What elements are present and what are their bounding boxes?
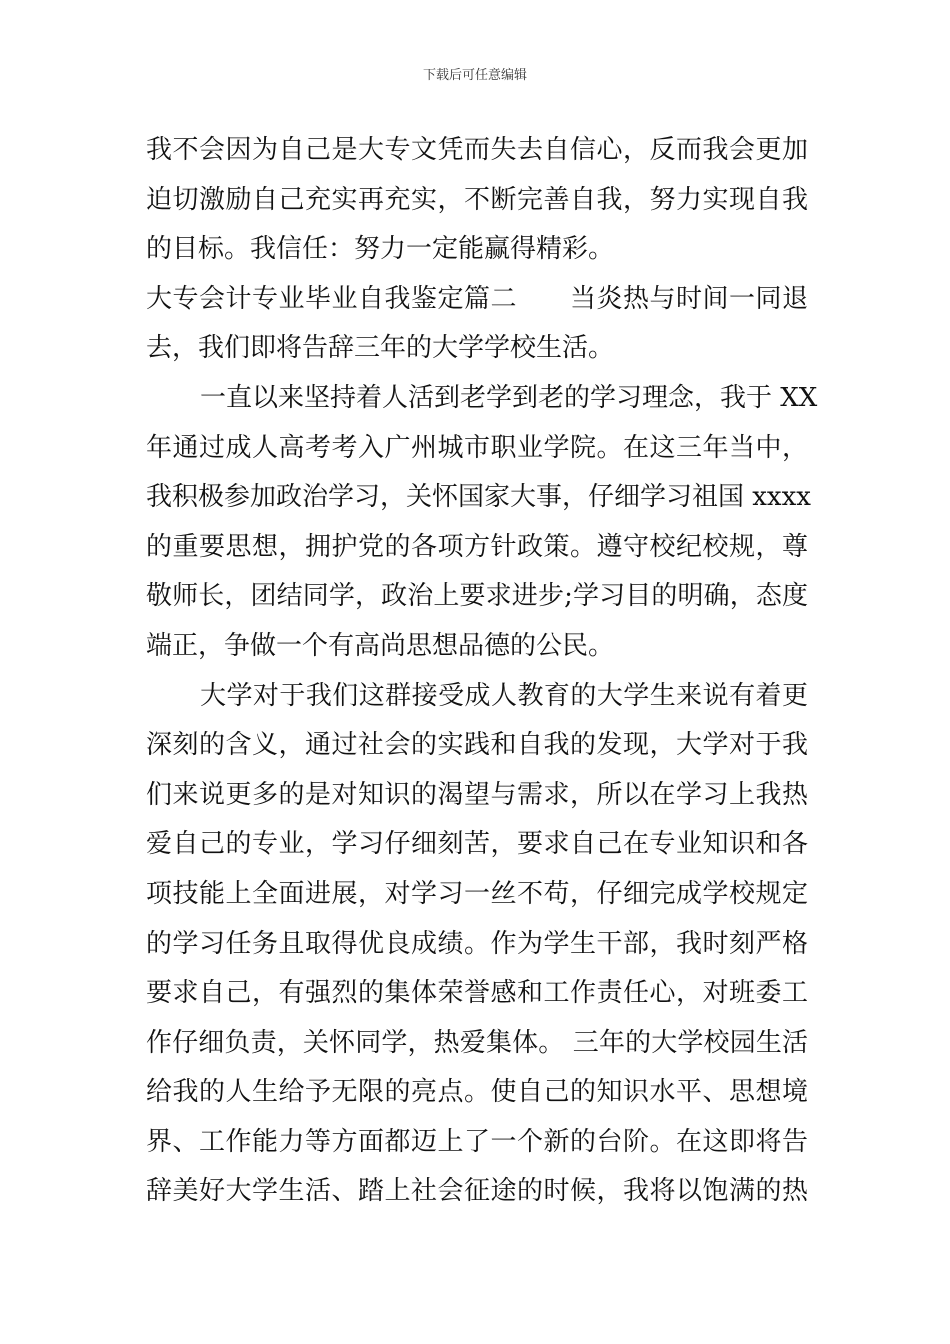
text-line: 去，我们即将告辞三年的大学学校生活。 — [146, 333, 615, 364]
text-line: 迫切激励自己充实再充实，不断完善自我，努力实现自我 — [146, 184, 808, 215]
text-line: 的重要思想，拥护党的各项方针政策。遵守校纪校规，尊 — [146, 531, 808, 562]
text-line: 年通过成人高考考入广州城市职业学院。在这三年当中， — [146, 432, 808, 463]
text-line: 端正，争做一个有高尚思想品德的公民。 — [146, 630, 615, 661]
text-line: 作仔细负责，关怀同学，热爱集体。 三年的大学校园生活 — [146, 1027, 808, 1058]
text-line: 大学对于我们这群接受成人教育的大学生来说有着更 — [200, 680, 808, 711]
text-line: 项技能上全面进展，对学习一丝不苟，仔细完成学校规定 — [146, 878, 808, 909]
document-body — [146, 126, 818, 1217]
text-line: 深刻的含义，通过社会的实践和自我的发现，大学对于我 — [146, 730, 808, 761]
text-line: 辞美好大学生活、踏上社会征途的时候，我将以饱满的热 — [146, 1176, 808, 1207]
page-header-note: 下载后可任意编辑 — [422, 68, 527, 83]
text-line: 的学习任务且取得优良成绩。作为学生干部，我时刻严格 — [146, 928, 808, 959]
text-line: 我积极参加政治学习，关怀国家大事，仔细学习祖国 xxxx — [146, 482, 811, 513]
text-line: 要求自己，有强烈的集体荣誉感和工作责任心，对班委工 — [146, 978, 808, 1009]
text-line: 的目标。我信任：努力一定能赢得精彩。 — [146, 234, 615, 265]
text-line: 大专会计专业毕业自我鉴定篇二 当炎热与时间一同退 — [146, 283, 808, 314]
text-line: 我不会因为自己是大专文凭而失去自信心，反而我会更加 — [146, 135, 808, 165]
text-line: 们来说更多的是对知识的渴望与需求，所以在学习上我热 — [146, 779, 808, 810]
text-line: 界、工作能力等方面都迈上了一个新的台阶。在这即将告 — [146, 1126, 808, 1157]
text-line: 爱自己的专业，学习仔细刻苦，要求自己在专业知识和各 — [146, 829, 808, 860]
text-line: 给我的人生给予无限的亮点。使自己的知识水平、思想境 — [146, 1077, 808, 1108]
text-line: 敬师长，团结同学，政治上要求进步;学习目的明确，态度 — [146, 581, 808, 612]
text-line: 一直以来坚持着人活到老学到老的学习理念，我于 XX — [200, 382, 818, 413]
